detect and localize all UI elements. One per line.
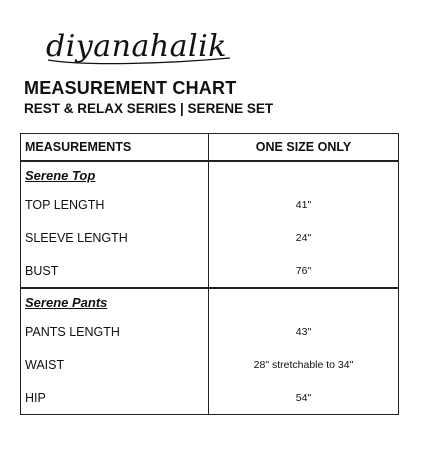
value-hip: 54" (295, 391, 312, 404)
section-top-values (209, 161, 399, 288)
section-top (21, 161, 399, 288)
header-size: ONE SIZE ONLY (209, 134, 399, 162)
section-title-serene-top: Serene Top (25, 167, 96, 183)
logo-text: diyanahalik (46, 29, 227, 64)
label-pants-length: PANTS LENGTH (25, 324, 120, 339)
label-waist: WAIST (25, 357, 65, 372)
value-pants-length: 43" (295, 325, 312, 338)
value-bust: 76" (295, 264, 312, 277)
section-pants (21, 288, 399, 415)
page-subtitle: REST & RELAX SERIES | SERENE SET (24, 101, 274, 116)
spacer (209, 289, 398, 315)
page-title: MEASUREMENT CHART (24, 78, 237, 98)
label-hip: HIP (25, 390, 46, 405)
value-waist: 28" stretchable to 34" (253, 358, 354, 371)
section-pants-labels (21, 288, 209, 415)
value-sleeve-length: 24" (295, 231, 312, 244)
spacer (209, 162, 398, 188)
label-bust: BUST (25, 263, 59, 278)
measurement-table (20, 133, 399, 415)
section-pants-values (209, 288, 399, 415)
table-header-row (21, 134, 399, 162)
label-sleeve-length: SLEEVE LENGTH (25, 230, 128, 245)
section-top-labels (21, 161, 209, 288)
header-measurements: MEASUREMENTS (21, 134, 209, 162)
label-top-length: TOP LENGTH (25, 197, 105, 212)
value-top-length: 41" (295, 198, 312, 211)
brand-logo (44, 20, 234, 70)
section-title-serene-pants: Serene Pants (25, 294, 108, 310)
logo-signature (44, 20, 234, 70)
